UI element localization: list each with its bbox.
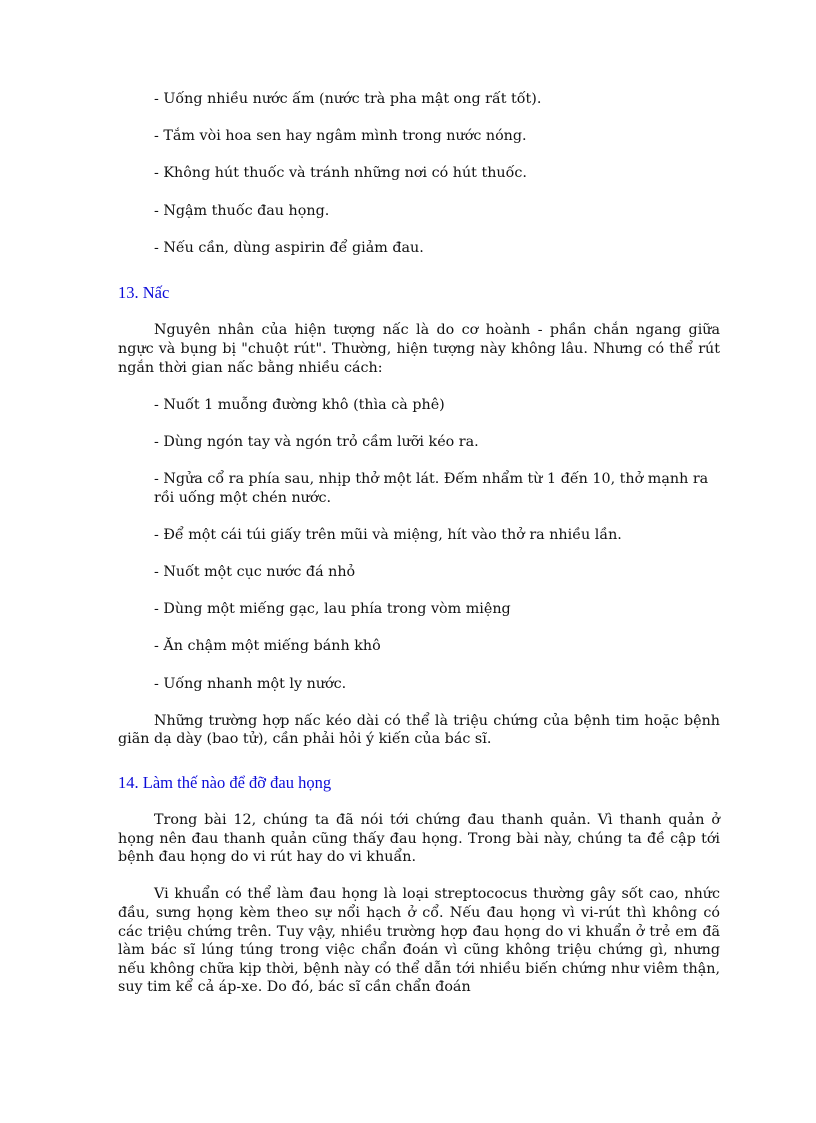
page-content	[118, 90, 720, 1016]
list-item: - Dùng một miếng gạc, lau phía trong vòm miệng	[154, 601, 511, 618]
list-item: - Uống nhiều nước ấm (nước trà pha mật ong rất tốt).	[154, 91, 542, 107]
list-item: - Uống nhanh một ly nước.	[154, 675, 347, 692]
list-item: - Nuốt 1 muỗng đường khô (thìa cà phê)	[154, 396, 445, 413]
list-item: - Không hút thuốc và tránh những nơi có hút thuốc.	[154, 165, 527, 182]
list-item: - Dùng ngón tay và ngón trỏ cầm lưỡi kéo ra.	[154, 433, 479, 450]
list-item: - Ngửa cổ ra phía sau, nhịp thở một lát. Đếm nhẩm từ 1 đến 10, thở mạnh ra rồi uống một chén nước.	[154, 471, 709, 506]
list-item: - Ngậm thuốc đau họng.	[154, 202, 330, 219]
section-14-heading: 14. Làm thế nào để đỡ đau họng	[118, 773, 332, 792]
section-13-heading: 13. Nấc	[118, 283, 170, 303]
list-item: - Để một cái túi giấy trên mũi và miệng, hít vào thở ra nhiều lần.	[154, 526, 622, 543]
list-item: - Nếu cần, dùng aspirin để giảm đau.	[154, 239, 424, 256]
list-item: - Tắm vòi hoa sen hay ngâm mình trong nước nóng.	[154, 128, 527, 145]
section-14-paragraph: Vi khuẩn có thể làm đau họng là loại streptococus thường gây sốt cao, nhức đầu, sưng họng kèm theo sự nổi hạch ở cổ. Nếu đau họng vì vi-rút thì không có các triệu chứng trên. Tuy vậy, nhiều trường hợp đau họng do vi khuẩn ở trẻ em đã làm bác sĩ lúng túng trong việc chẩn đoán vì cũng không triệu chứng gì, nhưng nếu không chữa kịp thời, bệnh này có thể dẫn tới nhiều biến chứng như viêm thận, suy tim kể cả áp-xe. Do đó, bác sĩ cần chẩn đoán	[118, 886, 720, 996]
list-item: - Nuốt một cục nước đá nhỏ	[154, 564, 356, 581]
section-13-closing: Những trường hợp nấc kéo dài có thể là triệu chứng của bệnh tim hoặc bệnh giãn dạ dày (bao tử), cần phải hỏi ý kiến của bác sĩ.	[118, 712, 720, 748]
section-13-intro: Nguyên nhân của hiện tượng nấc là do cơ hoành - phần chắn ngang giữa ngực và bụng bị "chuột rút". Thường, hiện tượng này không lâu. Nhưng có thể rút ngắn thời gian nấc bằng nhiều cách:	[118, 322, 720, 376]
list-item: - Ăn chậm một miếng bánh khô	[154, 638, 381, 655]
section-14-paragraph: Trong bài 12, chúng ta đã nói tới chứng đau thanh quản. Vì thanh quản ở họng nên đau thanh quản cũng thấy đau họng. Trong bài này, chúng ta đề cập tới bệnh đau họng do vi rút hay do vi khuẩn.	[118, 812, 720, 866]
